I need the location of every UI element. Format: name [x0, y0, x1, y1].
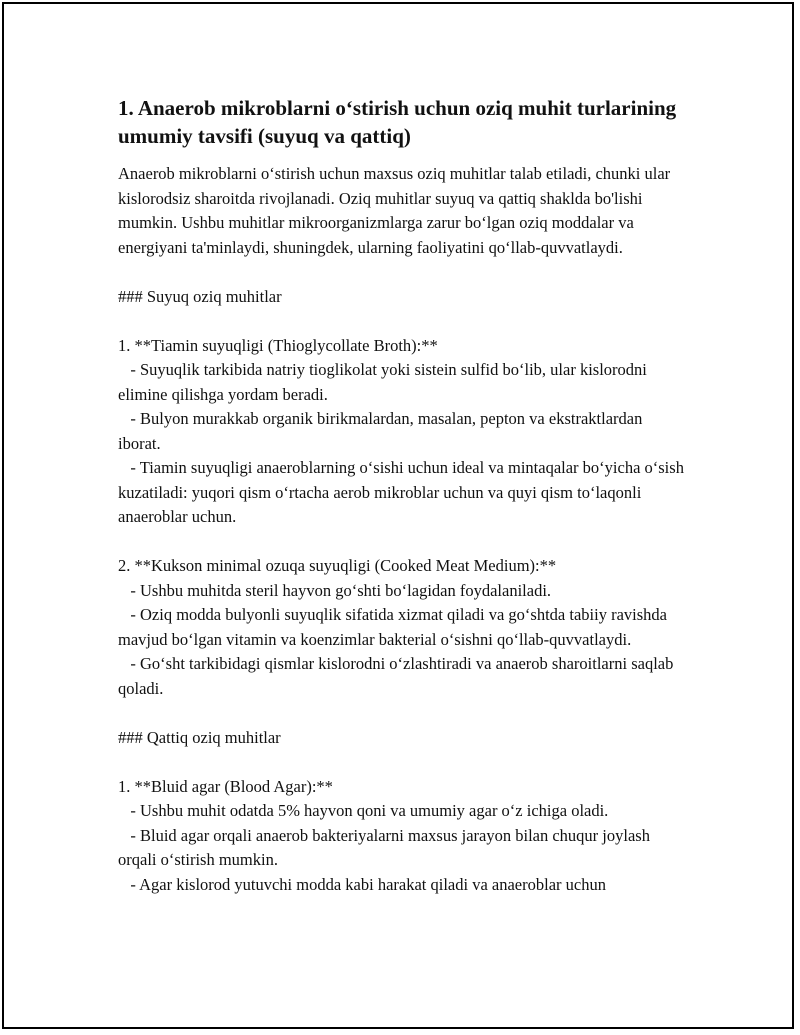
section-heading-liquid: ### Suyuq oziq muhitlar — [118, 286, 282, 306]
intro-paragraph: Anaerob mikroblarni o‘stirish uchun maxsus oziq muhitlar talab etiladi, chunki ular kislorodsiz sharoitda rivojlanadi. Oziq muhitlar suyuq va qattiq shaklda bo'lishi mumkin. Ushbu muhitlar mikroorganizmlarga zarur bo‘lgan oziq moddalar va energiyani ta'minlaydi, shuningdek, ularning faoliyatini qo‘llab-quvvatlaydi. — [118, 164, 671, 257]
list-item: - Go‘sht tarkibidagi qismlar kislorodni o‘zlashtiradi va anaerob sharoitlarni saqlab qoladi. — [118, 654, 674, 698]
list-item: - Oziq modda bulyonli suyuqlik sifatida xizmat qiladi va go‘shtda tabiiy ravishda mavjud bo‘lgan vitamin va koenzimlar bakterial o‘sishni qo‘llab-quvvatlaydi. — [118, 605, 667, 649]
list-item: - Bluid agar orqali anaerob bakteriyalarni maxsus jarayon bilan chuqur joylash orqali o‘stirish mumkin. — [118, 825, 650, 869]
item-title-cooked-meat: 2. **Kukson minimal ozuqa suyuqligi (Cooked Meat Medium):** — [118, 556, 557, 575]
list-item: - Agar kislorod yutuvchi modda kabi harakat qiladi va anaeroblar uchun — [130, 874, 606, 894]
section-heading-solid: ### Qattiq oziq muhitlar — [118, 727, 281, 747]
item-title-thioglycollate: 1. **Tiamin suyuqligi (Thioglycollate Broth):** — [118, 335, 438, 355]
list-item: - Bulyon murakkab organik birikmalardan, masalan, pepton va ekstraktlardan iborat. — [118, 409, 643, 453]
list-item: - Tiamin suyuqligi anaeroblarning o‘sishi uchun ideal va mintaqalar bo‘yicha o‘sish kuzatiladi: yuqori qism o‘rtacha aerob mikroblar uchun va quyi qism to‘laqonli anaeroblar uchun. — [118, 458, 684, 526]
list-item: - Ushbu muhit odatda 5% hayvon qoni va umumiy agar o‘z ichiga oladi. — [130, 801, 609, 820]
document-body — [118, 94, 688, 897]
list-item: - Ushbu muhitda steril hayvon go‘shti bo‘lagidan foydalaniladi. — [130, 580, 552, 600]
list-item: - Suyuqlik tarkibida natriy tioglikolat yoki sistein sulfid bo‘lib, ular kislorodni elimine qilishga yordam beradi. — [118, 360, 647, 404]
item-title-blood-agar: 1. **Bluid agar (Blood Agar):** — [118, 776, 333, 796]
document-title: 1. Anaerob mikroblarni o‘stirish uchun oziq muhit turlarining umumiy tavsifi (suyuq va qattiq) — [118, 96, 677, 148]
